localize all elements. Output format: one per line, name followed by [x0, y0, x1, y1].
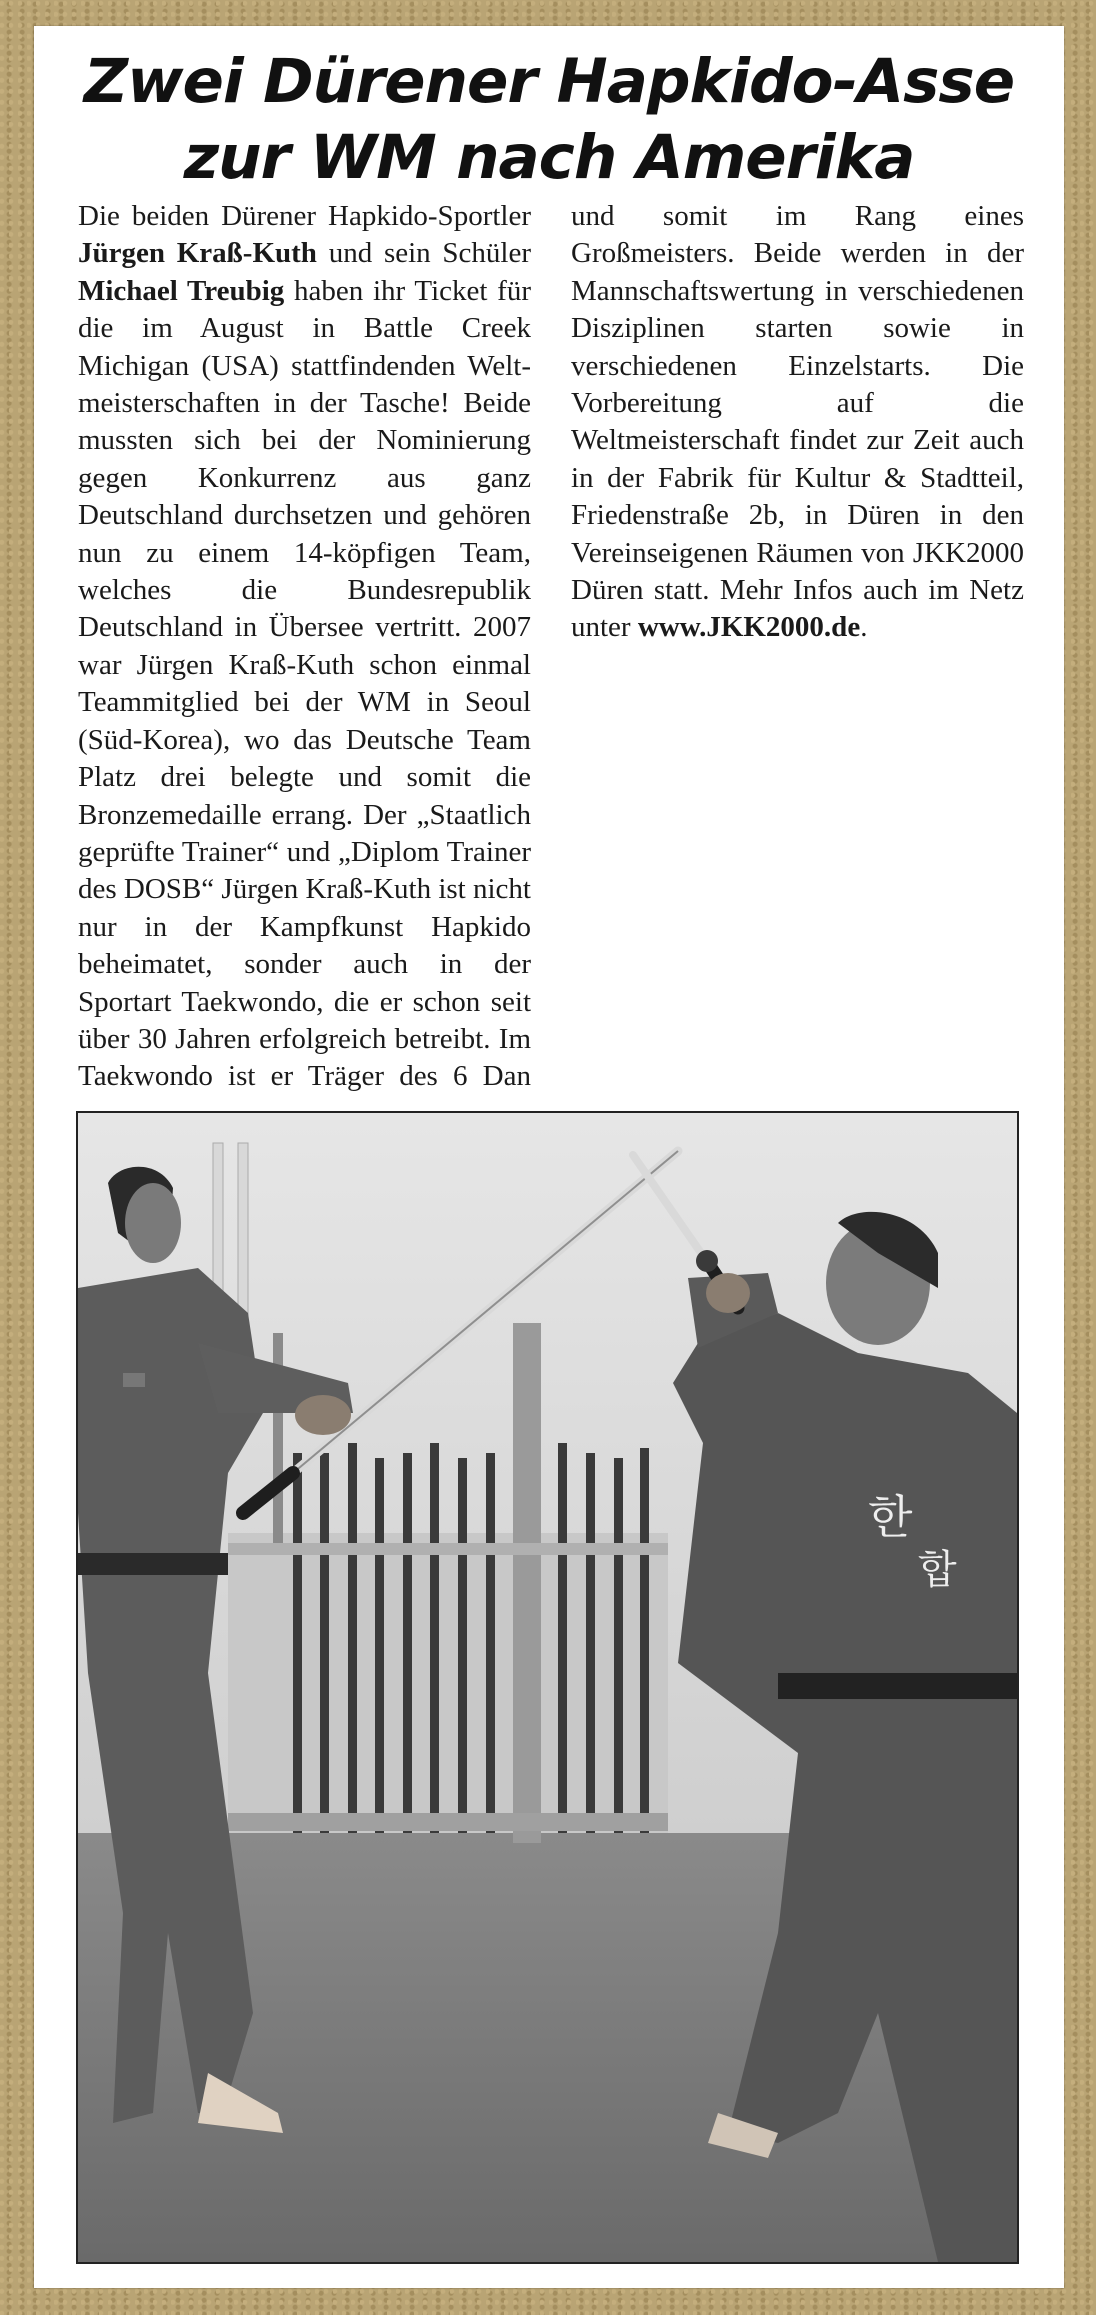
- hangul-embroidery: 한: [868, 1490, 913, 1544]
- hand: [295, 1395, 351, 1435]
- headline: [34, 44, 1064, 196]
- article-paragraph: [78, 198, 1024, 1110]
- article-photo: [76, 1111, 1019, 2264]
- text-main: haben ihr Ticket für die im August in Battle Creek Michigan (USA) stattfindenden Weltmeisterschaften in der Tasche! Beide mussten sich bei der Nominierung gegen Konkurrenz aus ganz Deutschland durchsetzen und gehören nun zu einem 14-köpfigen Team, welches die Bundesrepublik Deutschland in Übersee vertritt. 2007 war Jürgen Kraß-Kuth schon einmal Teammitglied bei der WM in Seoul (Süd-Korea), wo das Deutsche Team Platz drei belegte und somit die Bronzemedaille errang. Der „Staatlich geprüfte Trainer“ und „Diplom Trainer des DOSB“ Jürgen Kraß-Kuth ist nicht nur in der Kampfkunst Hapkido beheimatet, sonder auch in der Sportart Taekwondo, die er schon seit über 30 Jahren erfolgreich betreibt. Im Taekwondo ist er Träger des 6 Dan und somit im Rang eines Großmeisters. Beide werden in der Mannschaftswertung in verschiedenen Disziplinen starten sowie in verschiedenen Einzelstarts. Die Vorbereitung auf die Weltmeisterschaft findet zur Zeit auch in der Fabrik für Kultur & Stadtteil, Friedenstraße 2b, in Düren in den Vereinseigenen Räumen von JKK2000 Düren statt. Mehr Infos auch im Netz unter: [78, 200, 1024, 1093]
- headline-line-2: zur WM nach Amerika: [183, 122, 915, 193]
- website-link[interactable]: www.JKK2000.de: [637, 611, 861, 644]
- german-flag-patch: [123, 1373, 145, 1387]
- photo-two-hapkido-fighters-crossed-swords: [78, 1113, 1017, 2262]
- text-intro: Die beiden Dürener Hapkido-Sportler: [78, 200, 531, 232]
- athlete-name-2: Michael Treubig: [78, 274, 285, 307]
- athlete-name-1: Jürgen Kraß-Kuth: [78, 237, 317, 270]
- text-end: .: [860, 611, 868, 644]
- headline-line-1: Zwei Dürener Hapkido-Asse: [83, 46, 1015, 117]
- hand: [706, 1273, 750, 1313]
- newspaper-clipping: [34, 26, 1064, 2288]
- hangul-embroidery: 합: [918, 1547, 957, 1593]
- article-body: [78, 198, 1024, 1110]
- text-connector: und sein Schüler: [316, 237, 531, 270]
